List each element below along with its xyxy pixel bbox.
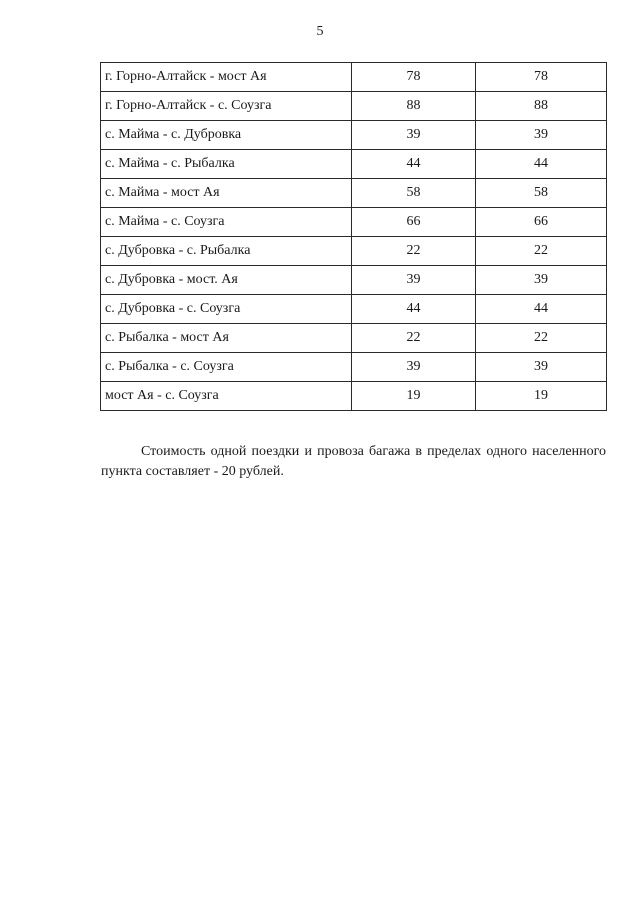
table-row: [101, 353, 607, 382]
route-cell: с. Дубровка - с. Соузга: [101, 295, 352, 324]
fare-cell-1: 58: [352, 179, 476, 208]
fare-cell-2: 22: [476, 324, 607, 353]
table-row: [101, 179, 607, 208]
fare-cell-2: 58: [476, 179, 607, 208]
fare-cell-2: 22: [476, 237, 607, 266]
route-cell: г. Горно-Алтайск - с. Соузга: [101, 92, 352, 121]
route-cell: мост Ая - с. Соузга: [101, 382, 352, 411]
fare-cell-2: 39: [476, 353, 607, 382]
fare-cell-1: 78: [352, 63, 476, 92]
fare-cell-2: 44: [476, 295, 607, 324]
route-cell: г. Горно-Алтайск - мост Ая: [101, 63, 352, 92]
fare-cell-2: 66: [476, 208, 607, 237]
fare-note-paragraph: Стоимость одной поездки и провоза багажа в пределах одного населенного пункта составляет - 20 рублей.: [101, 444, 606, 479]
table-row: [101, 63, 607, 92]
table-row: [101, 382, 607, 411]
fare-cell-1: 39: [352, 121, 476, 150]
route-cell: с. Дубровка - мост. Ая: [101, 266, 352, 295]
fare-cell-1: 44: [352, 150, 476, 179]
fare-cell-2: 39: [476, 121, 607, 150]
table-row: [101, 295, 607, 324]
fare-cell-1: 22: [352, 324, 476, 353]
fare-cell-1: 88: [352, 92, 476, 121]
fare-cell-1: 44: [352, 295, 476, 324]
fare-cell-1: 39: [352, 353, 476, 382]
fare-cell-1: 66: [352, 208, 476, 237]
table-row: [101, 266, 607, 295]
fare-cell-2: 39: [476, 266, 607, 295]
route-cell: с. Майма - с. Соузга: [101, 208, 352, 237]
page-number: 5: [316, 24, 324, 39]
table-row: [101, 208, 607, 237]
table-row: [101, 92, 607, 121]
fare-cell-1: 19: [352, 382, 476, 411]
table-row: [101, 237, 607, 266]
fare-cell-1: 39: [352, 266, 476, 295]
table-row: [101, 324, 607, 353]
route-cell: с. Дубровка - с. Рыбалка: [101, 237, 352, 266]
route-cell: с. Майма - мост Ая: [101, 179, 352, 208]
fare-cell-2: 78: [476, 63, 607, 92]
route-cell: с. Майма - с. Дубровка: [101, 121, 352, 150]
route-cell: с. Майма - с. Рыбалка: [101, 150, 352, 179]
route-cell: с. Рыбалка - мост Ая: [101, 324, 352, 353]
fare-cell-2: 88: [476, 92, 607, 121]
table-row: [101, 150, 607, 179]
fare-cell-2: 19: [476, 382, 607, 411]
fare-cell-1: 22: [352, 237, 476, 266]
fare-table: [100, 62, 607, 411]
table-row: [101, 121, 607, 150]
fare-cell-2: 44: [476, 150, 607, 179]
route-cell: с. Рыбалка - с. Соузга: [101, 353, 352, 382]
